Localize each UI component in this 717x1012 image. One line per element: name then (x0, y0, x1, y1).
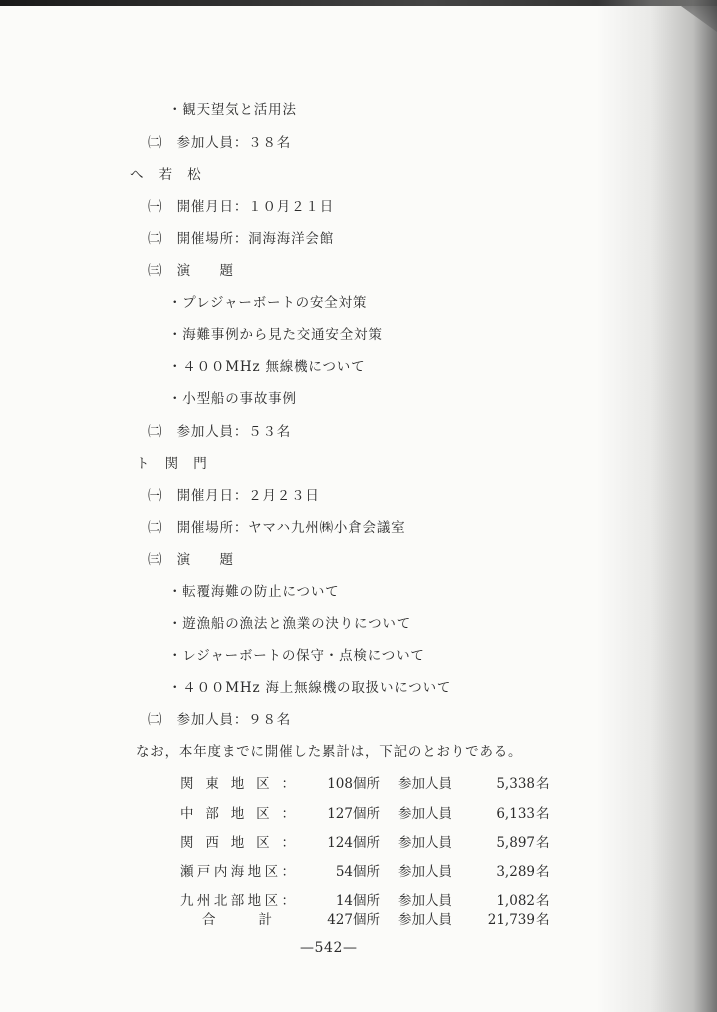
participants-number: 5,897 (496, 835, 535, 851)
participants-number: 3,289 (496, 864, 535, 880)
participants-label: 参加人員 (398, 806, 452, 822)
unit: 名 (536, 776, 550, 792)
summary-row (180, 834, 550, 854)
section-heading: ト 関 門 (136, 456, 208, 472)
participants-number: 6,133 (496, 806, 535, 822)
sub-item: ㈡ 開催場所：洞海海洋会館 (148, 231, 335, 247)
participants-label: 参加人員 (398, 893, 452, 909)
unit: 名 (536, 864, 550, 880)
bullet-item: ・遊漁船の漁法と漁業の決りについて (168, 616, 411, 632)
participants-number: 21,739 (487, 912, 535, 928)
sub-item: ㈢ 演 題 (148, 552, 234, 568)
bullet-item: ・４００MHz 無線機について (168, 359, 366, 375)
sub-item: ㈠ 開催月日：１０月２１日 (148, 199, 335, 215)
venue-count: 124個所 (327, 835, 380, 851)
bullet-item: ・小型船の事故事例 (168, 391, 297, 407)
page-number: —542— (300, 940, 358, 956)
sub-item: ㈡ 参加人員：９８名 (148, 712, 292, 728)
venue-count: 14個所 (335, 893, 380, 909)
venue-count: 127個所 (327, 806, 380, 822)
summary-row (180, 775, 550, 795)
bullet-item: ・４００MHz 海上無線機の取扱いについて (168, 680, 452, 696)
summary-sentence: なお，本年度までに開催した累計は，下記のとおりである。 (136, 744, 523, 760)
venue-count: 427個所 (327, 912, 380, 928)
unit: 名 (536, 912, 550, 928)
sub-item: ㈢ 演 題 (148, 263, 234, 279)
bullet-item: ・観天望気と活用法 (168, 102, 297, 118)
summary-row (180, 805, 550, 825)
region-name: 関西地区： (180, 835, 295, 851)
venue-count: 54個所 (335, 864, 380, 880)
participants-label: 参加人員 (398, 776, 452, 792)
section-heading: へ 若 松 (130, 167, 202, 183)
page-curl-shadow (597, 0, 717, 1012)
participants-label: 参加人員 (398, 864, 452, 880)
total-row (180, 911, 550, 931)
summary-row (180, 863, 550, 883)
region-name: 九州北部地区： (180, 893, 295, 909)
region-name: 中部地区： (180, 806, 295, 822)
sub-item: ㈡ 参加人員：３８名 (148, 135, 292, 151)
venue-count: 108個所 (327, 776, 380, 792)
sub-item: ㈡ 開催場所：ヤマハ九州㈱小倉会議室 (148, 520, 406, 536)
summary-row (180, 892, 550, 912)
participants-number: 1,082 (496, 893, 535, 909)
region-name: 関東地区： (180, 776, 295, 792)
unit: 名 (536, 806, 550, 822)
participants-label: 参加人員 (398, 912, 452, 928)
unit: 名 (536, 835, 550, 851)
participants-label: 参加人員 (398, 835, 452, 851)
region-name: 瀬戸内海地区： (180, 864, 295, 880)
sub-item: ㈡ 参加人員：５３名 (148, 424, 292, 440)
bullet-item: ・レジャーボートの保守・点検について (168, 648, 425, 664)
total-label: 合 計 (202, 912, 272, 928)
unit: 名 (536, 893, 550, 909)
bullet-item: ・転覆海難の防止について (168, 584, 340, 600)
participants-number: 5,338 (496, 776, 535, 792)
sub-item: ㈠ 開催月日：２月２３日 (148, 488, 320, 504)
bullet-item: ・海難事例から見た交通安全対策 (168, 327, 383, 343)
bullet-item: ・プレジャーボートの安全対策 (168, 295, 368, 311)
